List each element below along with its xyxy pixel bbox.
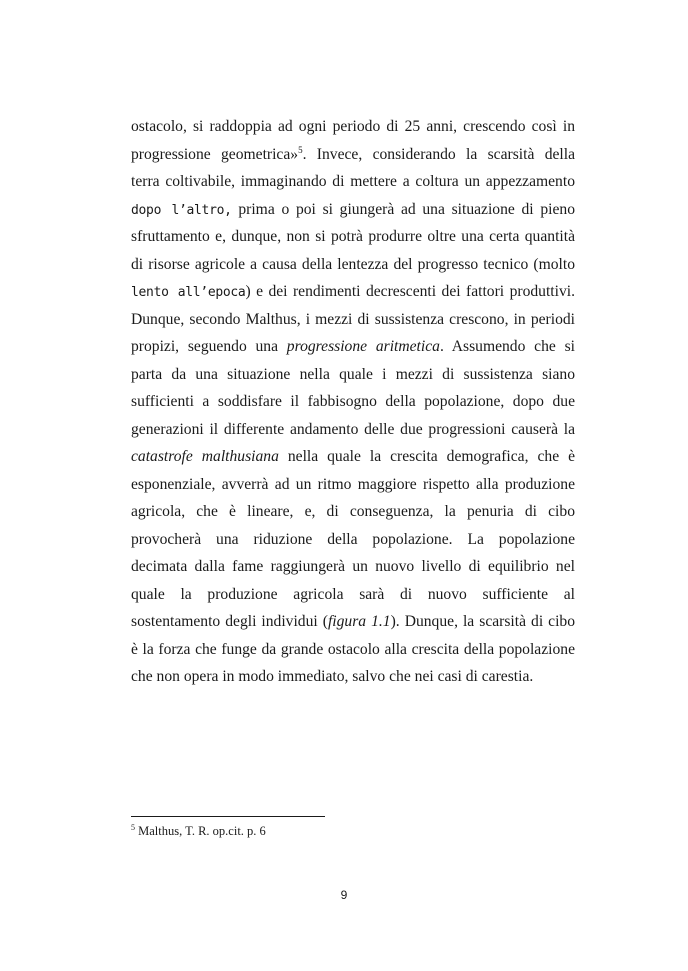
text-line: progressione geometrica»$^5$. Invece, considerando la scarsità della (131, 144, 575, 163)
figure-reference: figura 1.1 (327, 613, 391, 630)
text-line: di risorse agricole a causa della lentezza del progresso tecnico (molto (131, 255, 575, 273)
footnote-text: Malthus, T. R. op.cit. p. 6 (135, 824, 266, 838)
text-line: sfruttamento e, dunque, non si potrà produrre oltre una certa quantità (131, 228, 575, 245)
text-line: provocherà una riduzione della popolazione. La popolazione (131, 530, 575, 548)
text-line: ostacolo, si raddoppia ad ogni periodo di 25 anni, crescendo così in (131, 118, 575, 135)
text-line: esponenziale, avverrà ad un ritmo maggiore rispetto alla produzione (131, 475, 575, 493)
text-line: parta da una situazione nella quale i mezzi di sussistenza siano (131, 365, 575, 383)
footnote (131, 824, 266, 839)
text-line: Dunque, secondo Malthus, i mezzi di sussistenza crescono, in periodi (131, 310, 575, 328)
footnote-divider (131, 816, 325, 817)
text-line: generazioni il differente andamento delle due progressioni causerà la (131, 420, 575, 438)
text-line: catastrofe malthusiana nella quale la crescita demografica, che è (131, 448, 576, 465)
text-line: che non opera in modo immediato, salvo che nei casi di carestia. (131, 668, 534, 685)
text-line: è la forza che funge da grande ostacolo alla crescita della popolazione (131, 640, 575, 658)
page-number: 9 (340, 888, 348, 902)
text-line: decimata dalla fame raggiungerà un nuovo livello di equilibrio nel (131, 558, 575, 575)
emphasis: catastrofe malthusiana (131, 448, 279, 465)
text-line: quale la produzione agricola sarà di nuovo sufficiente al (131, 585, 575, 603)
text-line: lento all’epoca) e dei rendimenti decrescenti dei fattori produttivi. (131, 283, 575, 300)
text-line: agricola, che è lineare, e, di conseguenza, la penuria di cibo (131, 503, 575, 520)
footnote-number: 5 (131, 823, 135, 832)
footnote-reference: 5 (298, 144, 303, 155)
text-line: dopo l’altro, prima o poi si giungerà ad una situazione di pieno (131, 200, 575, 218)
body-paragraph (131, 113, 575, 691)
text-line: propizi, seguendo una progressione aritmetica. Assumendo che si (131, 338, 575, 355)
text-line: sufficienti a soddisfare il fabbisogno della popolazione, dopo due (131, 393, 575, 410)
text-line: terra coltivabile, immaginando di mettere a coltura un appezzamento (131, 173, 575, 190)
text-line: sostentamento degli individui (figura 1.1). Dunque, la scarsità di cibo (131, 613, 576, 630)
emphasis: progressione aritmetica (286, 338, 440, 355)
